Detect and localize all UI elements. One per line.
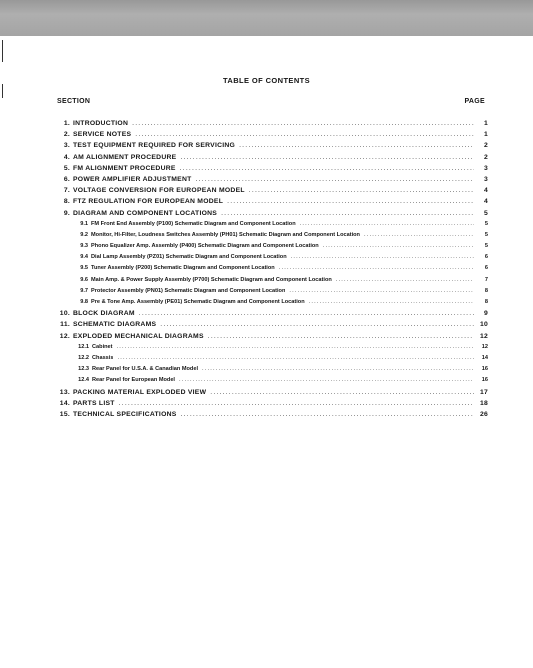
toc-subsection-entry[interactable] xyxy=(50,232,488,243)
toc-subsection-entry[interactable] xyxy=(50,288,488,299)
toc-dot-leader xyxy=(179,377,474,383)
toc-entry-page-number: 8 xyxy=(484,299,488,305)
toc-entry-page-number: 3 xyxy=(483,175,488,183)
toc-subsection-entry[interactable] xyxy=(50,344,488,355)
toc-dot-leader xyxy=(181,411,474,418)
toc-entry-number: 12. xyxy=(59,332,70,340)
toc-entry-number: 9.1 xyxy=(80,220,88,227)
page-title: TABLE OF CONTENTS xyxy=(222,76,311,85)
toc-entry-label: SCHEMATIC DIAGRAMS xyxy=(73,321,157,329)
toc-section-entry[interactable] xyxy=(50,120,488,131)
toc-entry-label: BLOCK DIAGRAM xyxy=(73,310,135,318)
toc-section-entry[interactable] xyxy=(50,187,488,198)
toc-entry-label: Monitor, Hi-Filter, Loudness Switches Assembly (PH01) Schematic Diagram and Component Location xyxy=(91,231,360,238)
toc-entry-label: PACKING MATERIAL EXPLODED VIEW xyxy=(73,388,207,396)
toc-dot-leader xyxy=(119,400,474,407)
toc-dot-leader xyxy=(239,142,474,149)
toc-section-entry[interactable] xyxy=(50,333,488,344)
toc-entry-number: 11. xyxy=(60,321,70,329)
toc-entry-label: INTRODUCTION xyxy=(73,120,129,127)
toc-subsection-entry[interactable] xyxy=(50,265,488,276)
toc-entry-number: 14. xyxy=(59,399,70,407)
toc-entry-number: 7. xyxy=(63,187,70,195)
toc-section-entry[interactable] xyxy=(50,210,488,221)
toc-entry-label: Phono Equalizer Amp. Assembly (P400) Schematic Diagram and Component Location xyxy=(91,243,319,250)
toc-section-entry[interactable] xyxy=(50,198,488,209)
toc-entry-label: Rear Panel for European Model xyxy=(92,377,175,384)
toc-dot-leader xyxy=(208,333,474,340)
toc-entry-number: 9.7 xyxy=(80,287,88,294)
toc-entry-page-number: 16 xyxy=(481,377,488,384)
toc-dot-leader xyxy=(249,187,474,194)
toc-section-entry[interactable] xyxy=(50,389,488,400)
toc-entry-number: 6. xyxy=(63,175,70,183)
toc-entry-number: 8. xyxy=(63,198,70,206)
table-of-contents-list xyxy=(50,120,488,422)
toc-dot-leader xyxy=(135,131,474,138)
toc-entry-number: 12.1 xyxy=(78,343,89,350)
toc-subsection-entry[interactable] xyxy=(50,377,488,388)
toc-entry-page-number: 2 xyxy=(483,142,488,150)
toc-entry-number: 5. xyxy=(63,164,70,172)
toc-section-entry[interactable] xyxy=(50,154,488,165)
toc-entry-label: Protector Assembly (PN01) Schematic Diagram and Component Location xyxy=(91,287,286,294)
toc-entry-number: 4. xyxy=(63,153,70,161)
toc-entry-label: Main Amp. & Power Supply Assembly (P700) Schematic Diagram and Component Location xyxy=(91,276,332,283)
left-margin-mark xyxy=(2,84,3,98)
toc-dot-leader xyxy=(309,299,474,305)
toc-entry-number: 9.5 xyxy=(80,265,88,272)
toc-entry-label: Tuner Assembly (P200) Schematic Diagram and Component Location xyxy=(91,265,275,272)
toc-entry-page-number: 4 xyxy=(483,198,488,206)
toc-entry-label: VOLTAGE CONVERSION FOR EUROPEAN MODEL xyxy=(73,187,245,195)
page-column-header: PAGE xyxy=(464,98,485,105)
toc-entry-label: POWER AMPLIFIER ADJUSTMENT xyxy=(73,175,192,183)
toc-entry-number: 12.3 xyxy=(78,366,89,373)
toc-entry-page-number: 14 xyxy=(481,354,488,361)
toc-section-entry[interactable] xyxy=(50,131,488,142)
toc-dot-leader xyxy=(180,165,474,172)
toc-entry-label: Pre & Tone Amp. Assembly (PE01) Schematic Diagram and Component Location xyxy=(91,299,305,305)
toc-entry-number: 12.4 xyxy=(78,377,89,384)
toc-dot-leader xyxy=(300,221,474,227)
toc-subsection-entry[interactable] xyxy=(50,243,488,254)
toc-entry-page-number: 6 xyxy=(484,265,488,272)
toc-entry-number: 15. xyxy=(59,410,70,418)
toc-entry-label: Cabinet xyxy=(92,343,113,350)
toc-dot-leader xyxy=(117,344,474,350)
toc-entry-page-number: 8 xyxy=(484,287,488,294)
toc-subsection-entry[interactable] xyxy=(50,277,488,288)
toc-entry-label: DIAGRAM AND COMPONENT LOCATIONS xyxy=(73,209,218,217)
toc-entry-number: 9. xyxy=(63,209,70,217)
toc-entry-label: SERVICE NOTES xyxy=(73,131,132,139)
scan-shadow-band xyxy=(0,0,533,36)
toc-entry-page-number: 18 xyxy=(479,399,488,407)
toc-dot-leader xyxy=(196,176,474,183)
toc-entry-page-number: 1 xyxy=(483,131,488,139)
toc-entry-number: 9.3 xyxy=(80,243,88,250)
toc-section-entry[interactable] xyxy=(50,310,488,321)
toc-entry-page-number: 9 xyxy=(483,310,488,318)
toc-entry-page-number: 2 xyxy=(483,153,488,161)
toc-entry-page-number: 12 xyxy=(481,343,488,350)
toc-entry-label: Chassis xyxy=(92,354,114,361)
toc-subsection-entry[interactable] xyxy=(50,355,488,366)
toc-entry-page-number: 3 xyxy=(483,164,488,172)
toc-dot-leader xyxy=(180,154,474,161)
left-margin-mark xyxy=(2,40,3,62)
toc-entry-number: 2. xyxy=(63,131,70,139)
toc-entry-label: Rear Panel for U.S.A. & Canadian Model xyxy=(92,366,198,373)
toc-dot-leader xyxy=(323,243,474,249)
toc-entry-page-number: 10 xyxy=(479,321,488,329)
toc-entry-page-number: 1 xyxy=(483,120,488,127)
toc-entry-page-number: 5 xyxy=(484,243,488,250)
toc-dot-leader xyxy=(202,366,474,372)
toc-entry-label: Dial Lamp Assembly (PZ01) Schematic Diagram and Component Location xyxy=(91,254,287,261)
toc-entry-label: TEST EQUIPMENT REQUIRED FOR SERVICING xyxy=(73,142,236,150)
toc-entry-label: AM ALIGNMENT PROCEDURE xyxy=(73,153,177,161)
toc-entry-number: 12.2 xyxy=(78,354,89,361)
toc-entry-number: 1. xyxy=(63,120,70,127)
toc-entry-label: EXPLODED MECHANICAL DIAGRAMS xyxy=(73,332,204,340)
toc-entry-number: 9.8 xyxy=(80,299,88,305)
toc-dot-leader xyxy=(279,265,474,271)
toc-entry-page-number: 12 xyxy=(479,332,488,340)
toc-entry-page-number: 16 xyxy=(481,366,488,373)
toc-section-entry[interactable] xyxy=(50,411,488,422)
toc-dot-leader xyxy=(139,310,474,317)
toc-entry-page-number: 26 xyxy=(479,410,488,418)
toc-section-entry[interactable] xyxy=(50,165,488,176)
toc-section-entry[interactable] xyxy=(50,142,488,153)
toc-subsection-entry[interactable] xyxy=(50,254,488,265)
toc-dot-leader xyxy=(289,288,474,294)
toc-entry-label: TECHNICAL SPECIFICATIONS xyxy=(73,410,177,418)
toc-entry-page-number: 5 xyxy=(484,220,488,227)
toc-entry-number: 3. xyxy=(63,142,70,150)
toc-section-entry[interactable] xyxy=(50,321,488,332)
toc-dot-leader xyxy=(210,389,474,396)
toc-entry-number: 13. xyxy=(59,388,70,396)
toc-entry-page-number: 17 xyxy=(479,388,488,396)
toc-dot-leader xyxy=(364,232,474,238)
toc-entry-label: FM Front End Assembly (P100) Schematic Diagram and Component Location xyxy=(91,220,296,227)
toc-subsection-entry[interactable] xyxy=(50,366,488,377)
toc-dot-leader xyxy=(221,210,474,217)
toc-entry-label: FM ALIGNMENT PROCEDURE xyxy=(73,164,176,172)
toc-entry-page-number: 4 xyxy=(483,187,488,195)
toc-entry-number: 9.4 xyxy=(80,254,88,261)
toc-entry-number: 9.2 xyxy=(80,231,88,238)
toc-dot-leader xyxy=(291,254,474,260)
toc-entry-number: 10. xyxy=(59,310,70,318)
toc-entry-page-number: 7 xyxy=(484,276,488,283)
toc-dot-leader xyxy=(132,120,474,127)
toc-subsection-entry[interactable] xyxy=(50,299,488,310)
toc-entry-label: PARTS LIST xyxy=(73,399,115,407)
toc-entry-page-number: 5 xyxy=(484,231,488,238)
toc-entry-label: FTZ REGULATION FOR EUROPEAN MODEL xyxy=(73,198,224,206)
toc-dot-leader xyxy=(227,198,474,205)
toc-entry-number: 9.6 xyxy=(80,276,88,283)
toc-section-entry[interactable] xyxy=(50,400,488,411)
toc-entry-page-number: 6 xyxy=(484,254,488,261)
toc-dot-leader xyxy=(160,321,474,328)
toc-subsection-entry[interactable] xyxy=(50,221,488,232)
toc-section-entry[interactable] xyxy=(50,176,488,187)
toc-dot-leader xyxy=(336,277,474,283)
toc-entry-page-number: 5 xyxy=(483,209,488,217)
toc-dot-leader xyxy=(117,355,474,361)
section-column-header: SECTION xyxy=(57,98,91,105)
